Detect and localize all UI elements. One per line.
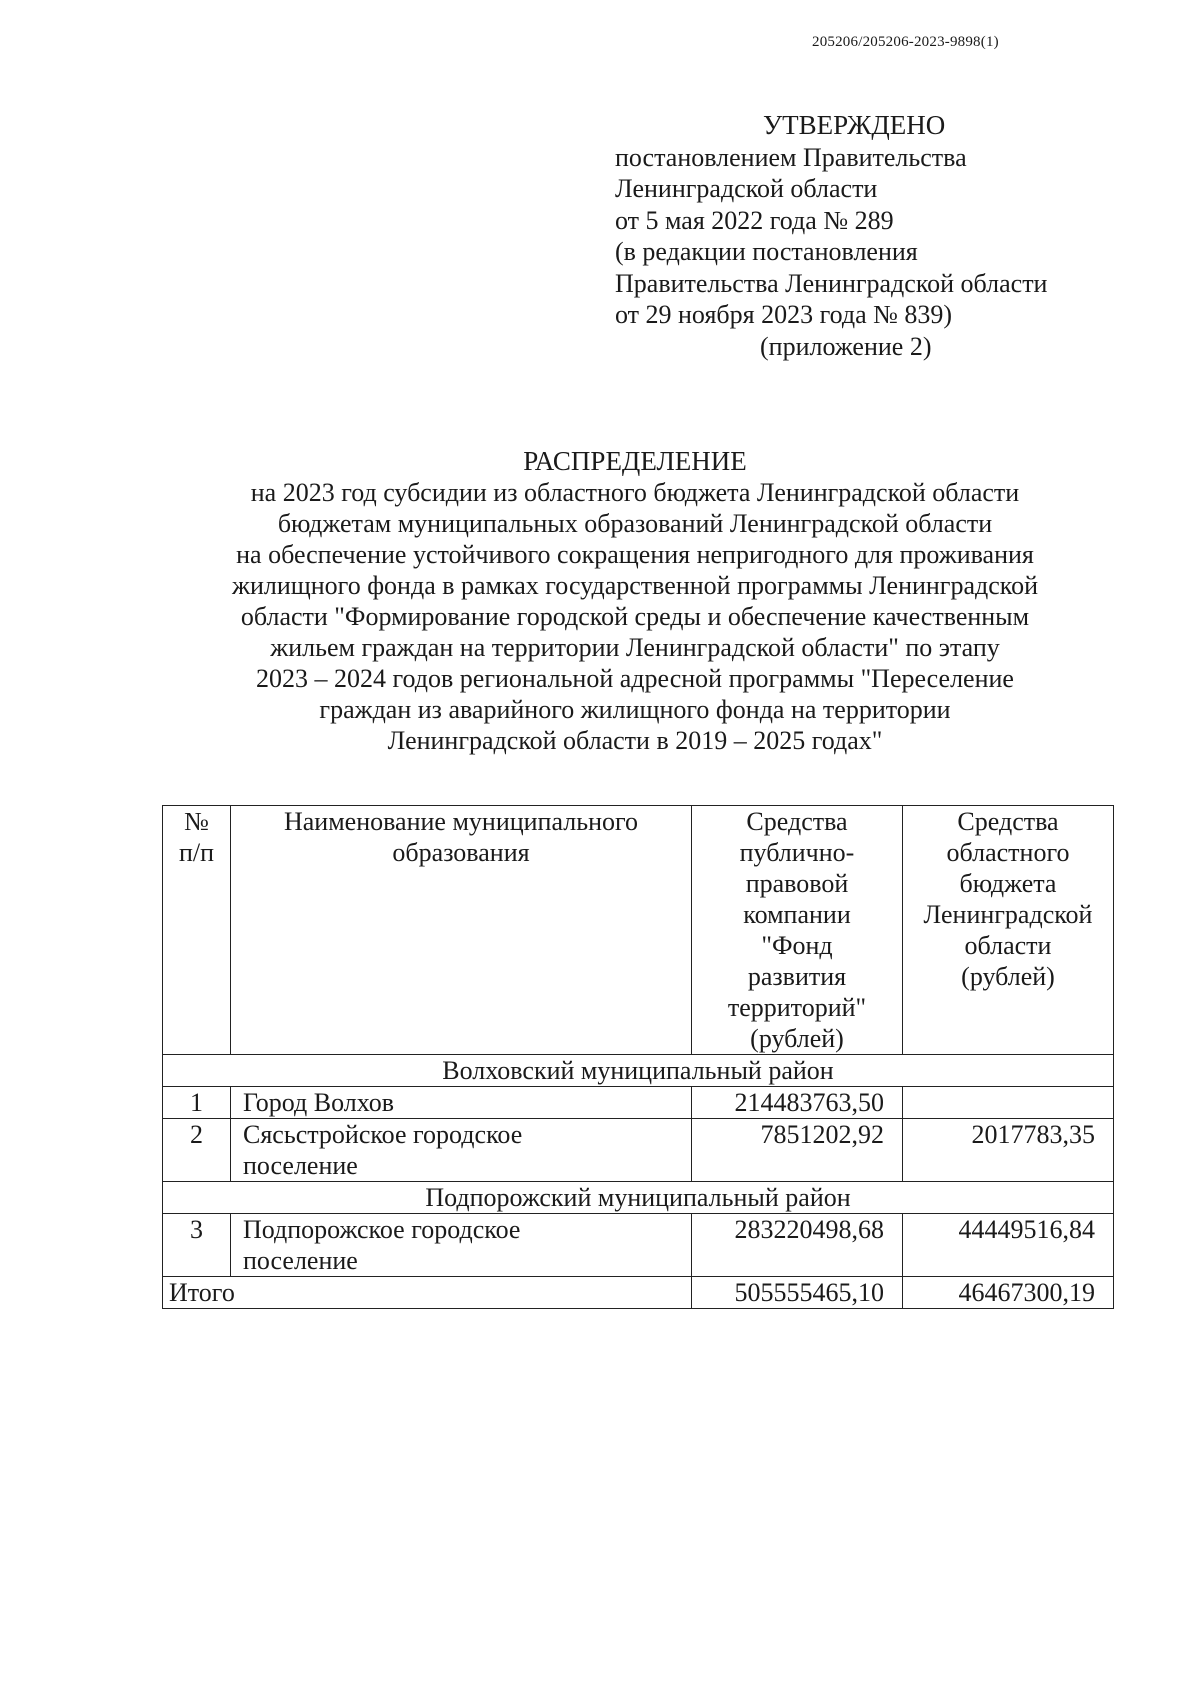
row-name: Сясьстройское городское поселение bbox=[231, 1119, 692, 1182]
total-label: Итого bbox=[163, 1277, 692, 1309]
row-num: 2 bbox=[163, 1119, 231, 1182]
row-fund: 214483763,50 bbox=[692, 1087, 903, 1119]
total-budget: 46467300,19 bbox=[903, 1277, 1114, 1309]
heading-line: на 2023 год субсидии из областного бюджета Ленинградской области bbox=[250, 478, 1020, 507]
heading-line: граждан из аварийного жилищного фонда на территории bbox=[319, 695, 951, 724]
approval-line: (в редакции постановления bbox=[615, 237, 918, 266]
row-num: 3 bbox=[163, 1214, 231, 1277]
table-row bbox=[163, 1087, 1114, 1119]
heading-line: жильем граждан на территории Ленинградской области" по этапу bbox=[270, 633, 1000, 662]
document-heading bbox=[160, 446, 1110, 756]
row-budget bbox=[903, 1087, 1114, 1119]
annex-label: (приложение 2) bbox=[760, 331, 932, 361]
document-id: 205206/205206-2023-9898(1) bbox=[812, 34, 999, 50]
approved-title: УТВЕРЖДЕНО bbox=[763, 110, 946, 140]
district-name: Волховский муниципальный район bbox=[163, 1055, 1114, 1087]
table-row bbox=[163, 1214, 1114, 1277]
heading-line: Ленинградской области в 2019 – 2025 годах" bbox=[387, 726, 883, 755]
district-row bbox=[163, 1055, 1114, 1087]
row-name: Город Волхов bbox=[231, 1087, 692, 1119]
header-num: № п/п bbox=[163, 806, 231, 1055]
approval-line: от 29 ноября 2023 года № 839) bbox=[615, 300, 953, 329]
approval-line: постановлением Правительства bbox=[615, 142, 967, 172]
approval-line: от 5 мая 2022 года № 289 bbox=[615, 205, 894, 235]
heading-line: области "Формирование городской среды и обеспечение качественным bbox=[240, 602, 1030, 631]
district-name: Подпорожский муниципальный район bbox=[163, 1182, 1114, 1214]
header-budget: Средства областного бюджета Ленинградской области (рублей) bbox=[903, 806, 1114, 1055]
total-row bbox=[163, 1277, 1114, 1309]
heading-title: РАСПРЕДЕЛЕНИЕ bbox=[523, 446, 747, 476]
row-name: Подпорожское городское поселение bbox=[231, 1214, 692, 1277]
approval-stamp bbox=[615, 110, 1047, 362]
row-num: 1 bbox=[163, 1087, 231, 1119]
row-budget: 2017783,35 bbox=[903, 1119, 1114, 1182]
district-row bbox=[163, 1182, 1114, 1214]
header-fund: Средства публично- правовой компании "Фонд развития территорий" (рублей) bbox=[692, 806, 903, 1055]
heading-line: 2023 – 2024 годов региональной адресной программы "Переселение bbox=[256, 664, 1014, 693]
row-fund: 283220498,68 bbox=[692, 1214, 903, 1277]
row-fund: 7851202,92 bbox=[692, 1119, 903, 1182]
header-name: Наименование муниципального образования bbox=[231, 806, 692, 1055]
heading-line: на обеспечение устойчивого сокращения непригодного для проживания bbox=[236, 540, 1034, 569]
heading-line: бюджетам муниципальных образований Ленинградской области bbox=[277, 509, 993, 538]
table-header-row bbox=[163, 806, 1114, 1055]
approval-line: Правительства Ленинградской области bbox=[615, 268, 1048, 298]
table-row bbox=[163, 1119, 1114, 1182]
total-fund: 505555465,10 bbox=[692, 1277, 903, 1309]
subsidy-table bbox=[162, 805, 1114, 1309]
approval-line: Ленинградской области bbox=[615, 174, 878, 203]
heading-line: жилищного фонда в рамках государственной программы Ленинградской bbox=[231, 571, 1039, 600]
row-budget: 44449516,84 bbox=[903, 1214, 1114, 1277]
